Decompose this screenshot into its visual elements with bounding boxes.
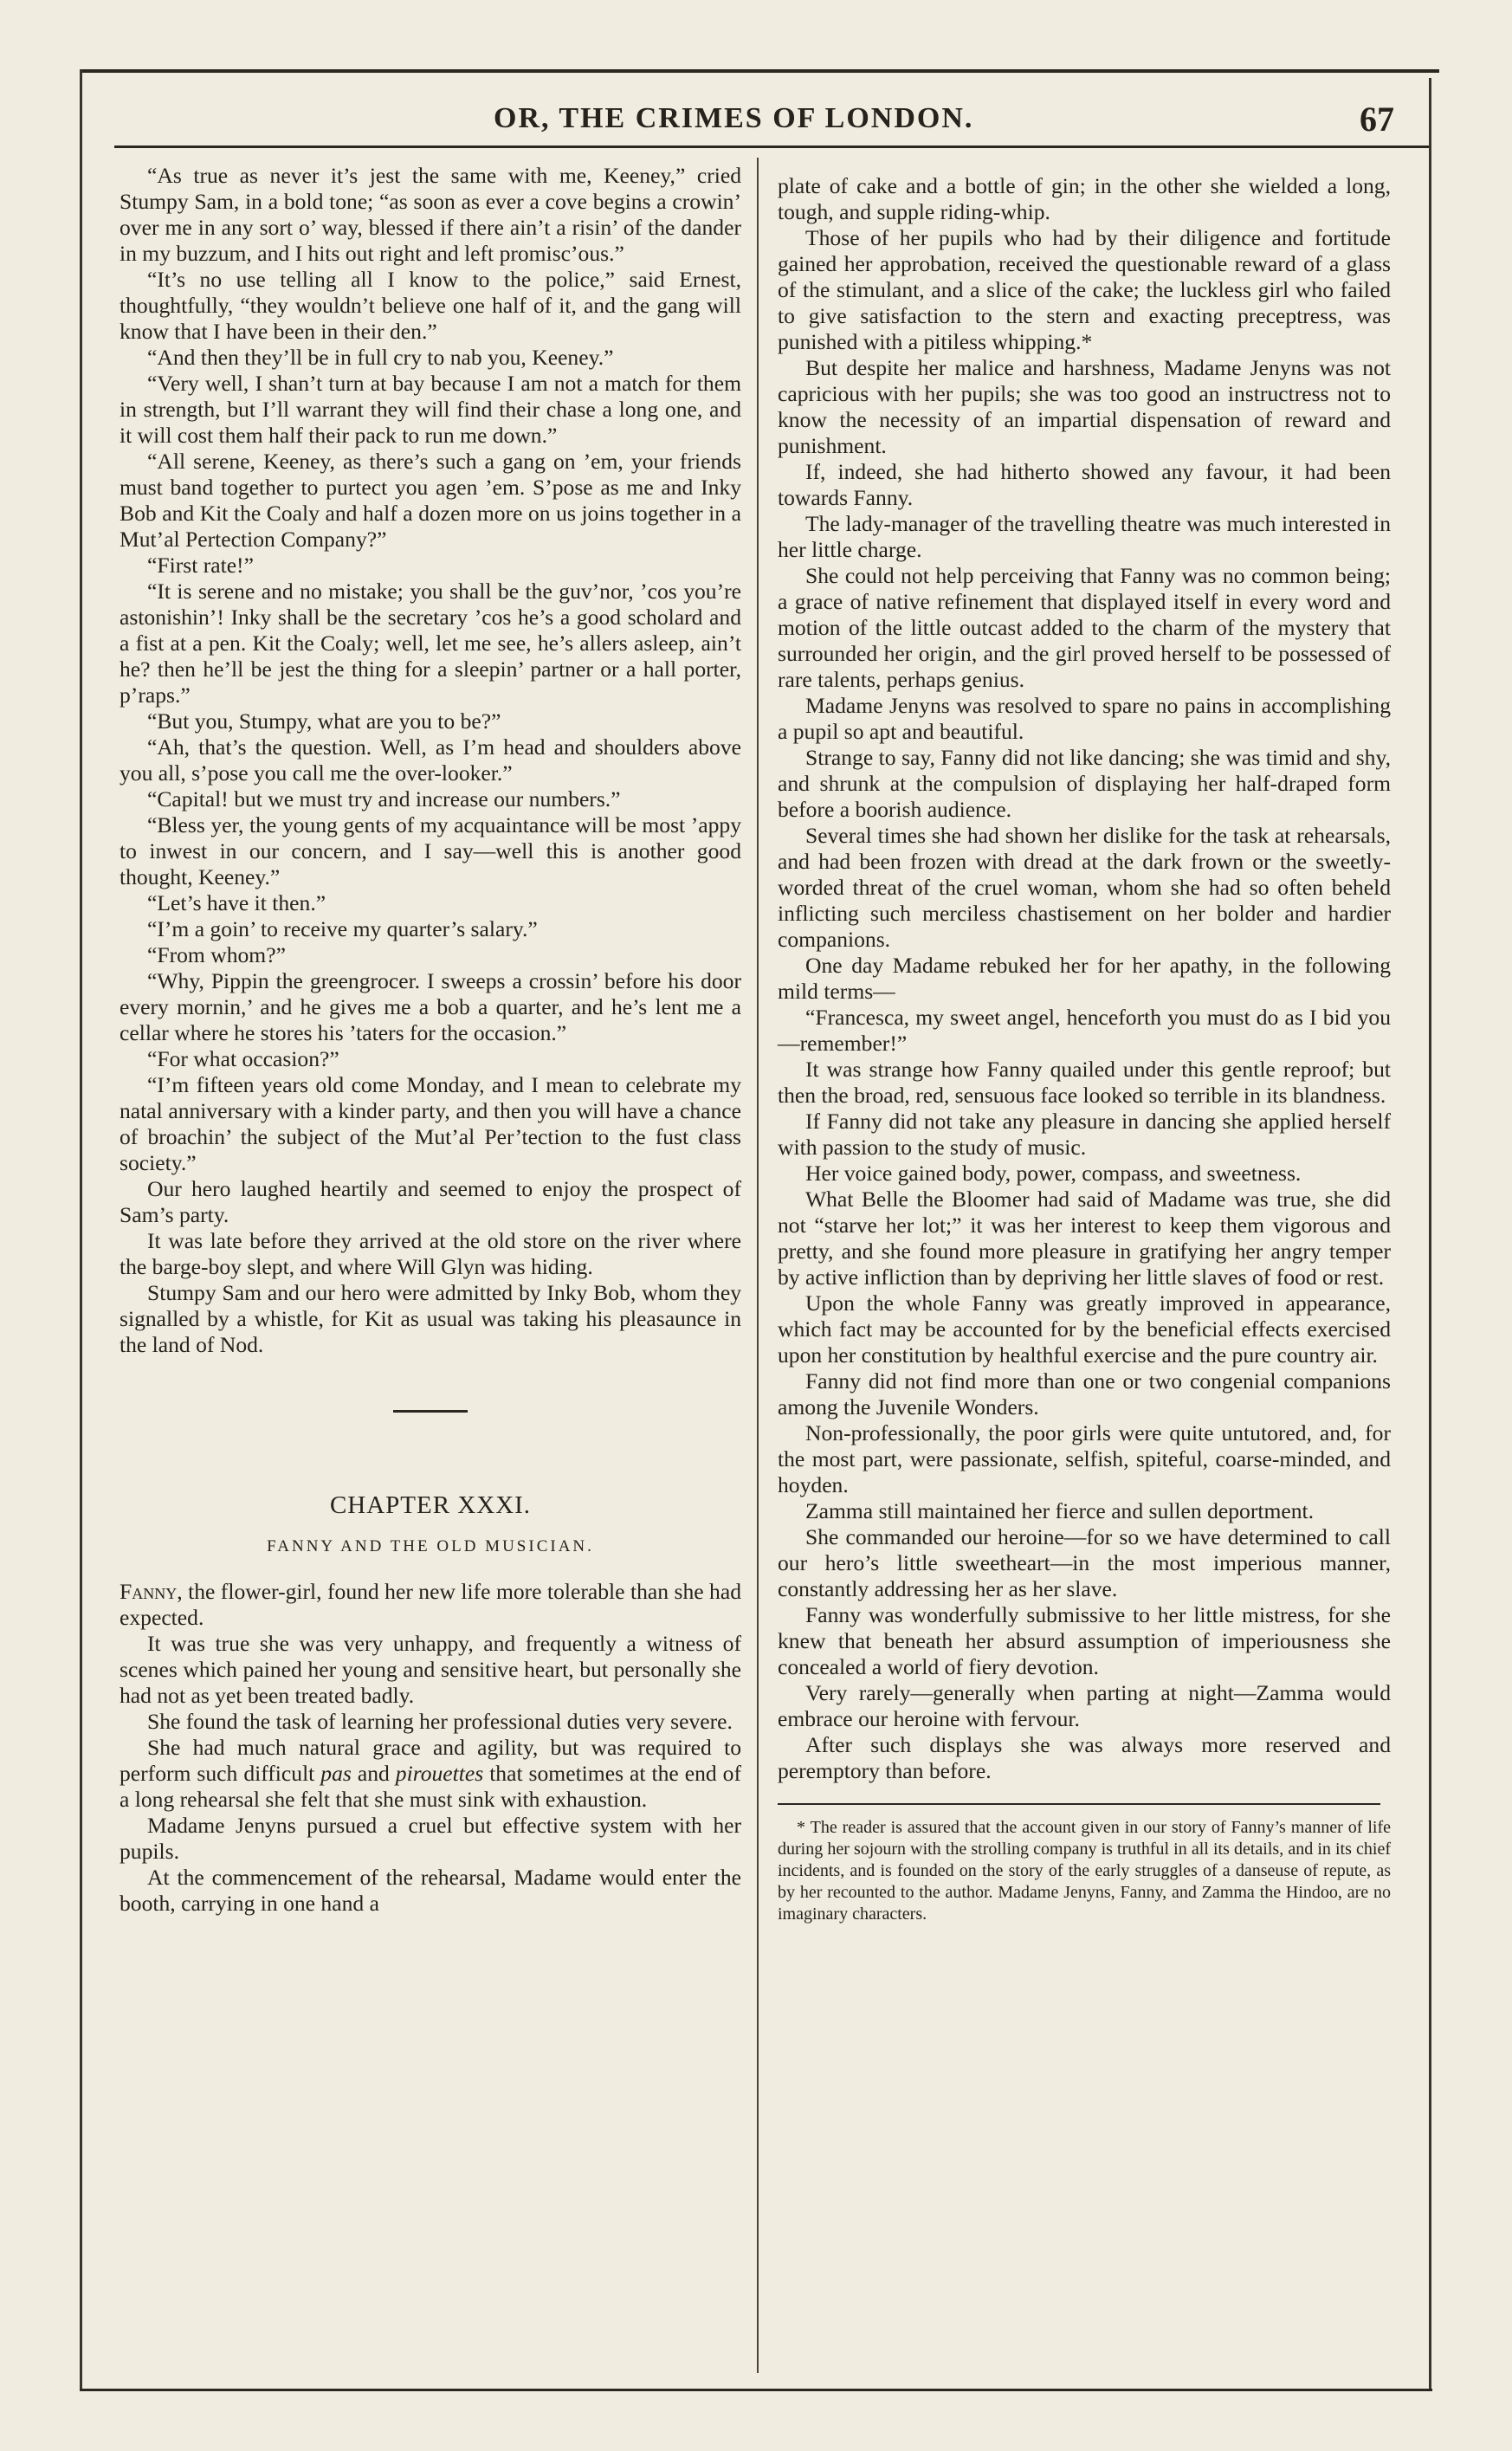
left-column [120, 163, 741, 1917]
paragraph: Fanny did not find more than one or two congenial companions among the Juvenile Wonders. [778, 1368, 1391, 1420]
paragraph: Stumpy Sam and our hero were admitted by Inky Bob, whom they signalled by a whistle, for Kit as usual was taking his pleasaunce in the land of Nod. [120, 1280, 741, 1357]
paragraph: “And then they’ll be in full cry to nab you, Keeney.” [147, 345, 614, 370]
chapter-title: CHAPTER XXXI. [329, 1491, 532, 1519]
paragraph: It was strange how Fanny quailed under this gentle reproof; but then the broad, red, sensuous face looked so terrible in its blandness. [778, 1057, 1391, 1108]
bottom-rule [80, 2389, 1432, 2391]
paragraph: “But you, Stumpy, what are you to be?” [147, 708, 501, 734]
footnote-rule [778, 1803, 1380, 1805]
paragraph: “I’m a goin’ to receive my quarter’s salary.” [147, 916, 538, 941]
footnote-text: * The reader is assured that the account given in our story of Fanny’s manner of life during her sojourn with the strolling company is truthful in all its details, and in its chief incidents, and is founded on the story of the early struggles of a danseuse of repute, as by her recounted to the author. Madame Jenyns, Fanny, and Zamma the Hindoo, are no imaginary characters. [778, 1818, 1391, 1924]
chapter-subtitle: FANNY AND THE OLD MUSICIAN. [267, 1537, 594, 1555]
paragraph: “Ah, that’s the question. Well, as I’m head and shoulders above you all, s’pose you call me the over-looker.” [120, 734, 741, 786]
text-run: She had much natural grace and agility, but was required to perform such difficult [120, 1735, 741, 1786]
paragraph: It was true she was very unhappy, and frequently a witness of scenes which pained her young and sensitive heart, but personally she had not as yet been treated badly. [120, 1631, 741, 1708]
top-rule [80, 69, 1439, 73]
paragraph: Her voice gained body, power, compass, and sweetness. [805, 1161, 1302, 1186]
paragraph: Non-professionally, the poor girls were quite untutored, and, for the most part, were passionate, selfish, spiteful, coarse-minded, and hoyden. [778, 1420, 1391, 1497]
paragraph: “Bless yer, the young gents of my acquaintance will be most ’appy to inwest in our concern, and I say—well this is another good thought, Keeney.” [120, 812, 741, 889]
paragraph: Zamma still maintained her fierce and sullen deportment. [805, 1498, 1315, 1523]
paragraph: Several times she had shown her dislike for the task at rehearsals, and had been frozen with dread at the dark frown or the sweetly-worded threat of the cruel woman, whom she had so often beheld inflicting such merciless chastisement on her bolder and hardier companions. [778, 823, 1391, 952]
paragraph: Madame Jenyns was resolved to spare no pains in accomplishing a pupil so apt and beautiful. [778, 693, 1391, 744]
paragraph [120, 1735, 741, 1813]
paragraph: The lady-manager of the travelling theatre was much interested in her little charge. [778, 511, 1391, 562]
paragraph: “Why, Pippin the greengrocer. I sweeps a crossin’ before his door every mornin,’ and he gives me a bob a quarter, and he’s lent me a cellar where he stores his ’taters for the occasion.” [120, 968, 741, 1045]
paragraph: Those of her pupils who had by their diligence and fortitude gained her approbation, received the questionable reward of a glass of the stimulant, and a slice of the cake; the luckless girl who failed to give satisfaction to the stern and exacting preceptress, was punished with a pitiless whipping.* [778, 225, 1391, 354]
paragraph: At the commencement of the rehearsal, Madame would enter the booth, carrying in one hand a [120, 1865, 741, 1916]
paragraph: “Francesca, my sweet angel, henceforth you must do as I bid you—remember!” [778, 1005, 1391, 1056]
paragraph: Our hero laughed heartily and seemed to enjoy the prospect of Sam’s party. [120, 1176, 741, 1227]
paragraph: “For what occasion?” [147, 1046, 339, 1071]
page-number: 67 [1360, 100, 1394, 139]
paragraph: Fanny was wonderfully submissive to her little mistress, for she knew that beneath her absurd assumption of imperiousness she concealed a world of fiery devotion. [778, 1602, 1391, 1679]
paragraph: “As true as never it’s jest the same with me, Keeney,” cried Stumpy Sam, in a bold tone; “as soon as ever a cove begins a crowin’ over me in any sort o’ way, blessed if there ain’t a risin’ of the dander in my buzzum, and I hits out right and left promisc’ous.” [120, 163, 741, 266]
footnote [778, 1817, 1391, 1925]
paragraph: After such displays she was always more reserved and peremptory than before. [778, 1732, 1391, 1783]
paragraph: She found the task of learning her professional duties very severe. [147, 1709, 733, 1734]
paragraph: “Let’s have it then.” [147, 890, 326, 915]
left-frame-rule [80, 69, 82, 2390]
paragraph: “It is serene and no mistake; you shall be the guv’nor, ’cos you’re astonishin’! Inky shall be the secretary ’cos he’s a good scholard and a fist at a pen. Kit the Coaly; well, let me see, he’s allers asleep, ain’t he? then he’ll be jest the thing for a sleepin’ partner or a hall porter, p’raps.” [120, 579, 741, 708]
paragraph: Upon the whole Fanny was greatly improved in appearance, which fact may be accounted for by the beneficial effects exercised upon her constitution by healthful exercise and the pure country air. [778, 1290, 1391, 1368]
text-run: that sometimes at the end of a long rehearsal she felt that she must sink with exhaustion. [120, 1761, 741, 1812]
paragraph: Madame Jenyns pursued a cruel but effective system with her pupils. [120, 1813, 741, 1864]
right-frame-rule [1429, 78, 1431, 2390]
column-divider [757, 158, 759, 2373]
text-run: and [351, 1761, 396, 1786]
paragraph: “I’m fifteen years old come Monday, and I mean to celebrate my natal anniversary with a kinder party, and then you will have a chance of broachin’ the subject of the Mut’al Per’tection to the fust class society.” [120, 1072, 741, 1175]
paragraph: It was late before they arrived at the old store on the river where the barge-boy slept, and where Will Glyn was hiding. [120, 1228, 741, 1279]
paragraph: Very rarely—generally when parting at night—Zamma would embrace our heroine with fervour. [778, 1680, 1391, 1731]
running-title: OR, THE CRIMES OF LONDON. [494, 102, 974, 134]
paragraph: “It’s no use telling all I know to the police,” said Ernest, thoughtfully, “they wouldn’t believe one half of it, and the gang will know that I have been in their den.” [120, 267, 741, 344]
header-rule [114, 146, 1429, 148]
opening-word: Fanny, [120, 1579, 183, 1604]
paragraph: “Very well, I shan’t turn at bay because I am not a match for them in strength, but I’ll warrant they will find their chase a long one, and it will cost them half their pack to run me down.” [120, 371, 741, 448]
paragraph: But despite her malice and harshness, Madame Jenyns was not capricious with her pupils; she was too good an instructress not to know the necessity of an impartial dispensation of reward and punishment. [778, 355, 1391, 458]
right-column [778, 173, 1391, 1925]
paragraph: One day Madame rebuked her for her apathy, in the following mild terms— [778, 953, 1391, 1004]
paragraph: Strange to say, Fanny did not like dancing; she was timid and shy, and shrunk at the compulsion of displaying her half-draped form before a boorish audience. [778, 745, 1391, 822]
paragraph: She commanded our heroine—for so we have determined to call our hero’s little sweetheart—in the most imperious manner, constantly addressing her as her slave. [778, 1524, 1391, 1601]
paragraph: If, indeed, she had hitherto showed any favour, it had been towards Fanny. [778, 459, 1391, 510]
paragraph: What Belle the Bloomer had said of Madame was true, she did not “starve her lot;” it was her interest to keep them vigorous and pretty, and she found more pleasure in gratifying her angry temper by active infliction than by depriving her little slaves of food or rest. [778, 1187, 1391, 1290]
section-break-rule [393, 1410, 468, 1413]
paragraph: “First rate!” [147, 553, 254, 578]
italic-term: pas [320, 1761, 352, 1786]
paragraph: “Capital! but we must try and increase our numbers.” [147, 786, 621, 812]
paragraph: If Fanny did not take any pleasure in dancing she applied herself with passion to the study of music. [778, 1109, 1391, 1160]
opening-text: the flower-girl, found her new life more tolerable than she had expected. [120, 1579, 741, 1630]
paragraph: “From whom?” [147, 942, 286, 967]
italic-term: pirouettes [395, 1761, 484, 1786]
paragraph: “All serene, Keeney, as there’s such a gang on ’em, your friends must band together to purtect you agen ’em. S’pose as me and Inky Bob and Kit the Coaly and half a dozen more on us joins together in a Mut’al Pertection Company?” [120, 449, 741, 552]
chapter-opening-paragraph [120, 1579, 741, 1631]
paragraph: She could not help perceiving that Fanny was no common being; a grace of native refinement that displayed itself in every word and motion of the little outcast added to the charm of the mystery that surrounded her origin, and the girl proved herself to be possessed of rare talents, perhaps genius. [778, 563, 1391, 692]
continued-paragraph: plate of cake and a bottle of gin; in the other she wielded a long, tough, and supple riding-whip. [778, 173, 1391, 224]
